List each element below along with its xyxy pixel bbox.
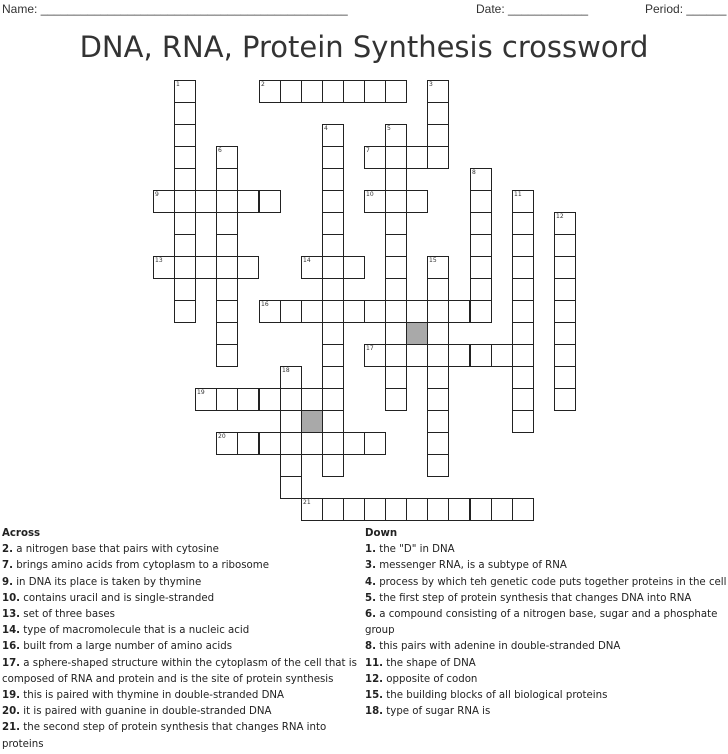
crossword-cell[interactable] <box>470 344 492 367</box>
crossword-cell[interactable] <box>491 498 513 521</box>
crossword-cell[interactable] <box>322 498 344 521</box>
crossword-cell[interactable] <box>448 344 470 367</box>
crossword-cell[interactable] <box>427 366 449 389</box>
crossword-cell[interactable] <box>195 190 217 213</box>
crossword-cell[interactable] <box>301 300 323 323</box>
crossword-cell[interactable] <box>427 146 449 169</box>
crossword-cell[interactable] <box>322 410 344 433</box>
clue-number: 1. <box>365 544 376 556</box>
crossword-cell[interactable] <box>259 190 281 213</box>
crossword-cell[interactable] <box>364 344 386 367</box>
crossword-cell[interactable] <box>427 322 449 345</box>
cell-number: 19 <box>197 389 205 396</box>
clue-text: opposite of codon <box>383 673 478 685</box>
crossword-cell[interactable] <box>554 234 576 257</box>
crossword-cell[interactable] <box>406 498 428 521</box>
crossword-cell[interactable] <box>216 190 238 213</box>
crossword-cell[interactable] <box>237 432 259 455</box>
down-clue-list <box>365 542 728 720</box>
crossword-cell[interactable] <box>301 388 323 411</box>
crossword-cell[interactable] <box>280 432 302 455</box>
clue-number: 19. <box>2 690 21 702</box>
clue-text: a nitrogen base that pairs with cytosine <box>12 544 219 556</box>
crossword-cell[interactable] <box>322 146 344 169</box>
clue-text: type of macromolecule that is a nucleic acid <box>20 625 250 637</box>
clue-text: contains uracil and is single-stranded <box>20 592 215 604</box>
crossword-cell[interactable] <box>364 300 386 323</box>
crossword-cell[interactable] <box>364 80 386 103</box>
crossword-cell[interactable] <box>385 366 407 389</box>
crossword-cell[interactable] <box>216 388 238 411</box>
shaded-cell <box>301 410 323 433</box>
crossword-cell[interactable] <box>301 432 323 455</box>
crossword-cell[interactable] <box>427 278 449 301</box>
crossword-cell[interactable] <box>216 234 238 257</box>
period-blank[interactable]: ______ <box>686 2 727 16</box>
crossword-cell[interactable] <box>427 80 449 103</box>
crossword-cell[interactable] <box>385 256 407 279</box>
crossword-cell[interactable] <box>174 124 196 147</box>
clue-number: 20. <box>2 706 21 718</box>
clue-number: 15. <box>365 690 384 702</box>
crossword-cell[interactable] <box>385 322 407 345</box>
crossword-cell[interactable] <box>385 300 407 323</box>
crossword-cell[interactable] <box>470 168 492 191</box>
crossword-cell[interactable] <box>322 212 344 235</box>
crossword-cell[interactable] <box>343 300 365 323</box>
clue-item <box>365 591 728 607</box>
down-heading: Down <box>365 528 398 539</box>
clue-text: it is paired with guanine in double-stranded DNA <box>20 706 272 718</box>
clue-item <box>365 688 728 704</box>
period-label: Period: <box>645 2 687 16</box>
date-blank[interactable]: ____________ <box>508 2 589 16</box>
clue-text: built from a large number of amino acids <box>20 641 233 653</box>
crossword-cell[interactable] <box>470 212 492 235</box>
clue-number: 4. <box>365 576 376 588</box>
crossword-cell[interactable] <box>427 102 449 125</box>
name-label: Name: <box>2 2 41 16</box>
crossword-cell[interactable] <box>280 410 302 433</box>
crossword-cell[interactable] <box>174 300 196 323</box>
clue-number: 3. <box>365 560 376 572</box>
cell-number: 6 <box>218 147 222 154</box>
crossword-cell[interactable] <box>216 432 238 455</box>
clue-item <box>2 639 364 655</box>
clue-item <box>2 704 364 720</box>
cell-number: 1 <box>176 81 180 88</box>
crossword-cell[interactable] <box>512 322 534 345</box>
crossword-cell[interactable] <box>470 234 492 257</box>
crossword-cell[interactable] <box>174 278 196 301</box>
crossword-cell[interactable] <box>448 300 470 323</box>
shaded-cell <box>406 322 428 345</box>
crossword-cell[interactable] <box>280 454 302 477</box>
clue-text: this pairs with adenine in double-stranded DNA <box>375 641 621 653</box>
crossword-cell[interactable] <box>322 432 344 455</box>
across-clue-list <box>2 542 364 753</box>
crossword-cell[interactable] <box>195 388 217 411</box>
crossword-cell[interactable] <box>322 366 344 389</box>
crossword-cell[interactable] <box>427 124 449 147</box>
clue-number: 13. <box>2 609 21 621</box>
crossword-cell[interactable] <box>470 190 492 213</box>
cell-number: 7 <box>366 147 370 154</box>
crossword-cell[interactable] <box>427 410 449 433</box>
crossword-cell[interactable] <box>427 300 449 323</box>
crossword-cell[interactable] <box>512 366 534 389</box>
crossword-cell[interactable] <box>343 432 365 455</box>
crossword-cell[interactable] <box>512 212 534 235</box>
crossword-cell[interactable] <box>216 322 238 345</box>
name-blank[interactable]: ______________________________________________ <box>40 2 348 16</box>
crossword-cell[interactable] <box>216 300 238 323</box>
crossword-cell[interactable] <box>301 256 323 279</box>
cell-number: 20 <box>218 433 226 440</box>
clue-text: the first step of protein synthesis that changes DNA into RNA <box>375 592 692 604</box>
crossword-cell[interactable] <box>554 278 576 301</box>
clue-item <box>2 656 364 688</box>
crossword-cell[interactable] <box>237 190 259 213</box>
crossword-cell[interactable] <box>385 190 407 213</box>
crossword-cell[interactable] <box>216 278 238 301</box>
crossword-cell[interactable] <box>385 80 407 103</box>
crossword-cell[interactable] <box>322 124 344 147</box>
crossword-cell[interactable] <box>322 322 344 345</box>
cell-number: 2 <box>261 81 265 88</box>
crossword-cell[interactable] <box>512 256 534 279</box>
crossword-cell[interactable] <box>427 388 449 411</box>
clue-number: 6. <box>365 609 376 621</box>
crossword-cell[interactable] <box>322 168 344 191</box>
crossword-cell[interactable] <box>554 388 576 411</box>
crossword-cell[interactable] <box>427 432 449 455</box>
crossword-cell[interactable] <box>406 344 428 367</box>
clue-item <box>365 639 728 655</box>
clue-number: 7. <box>2 560 13 572</box>
clue-number: 21. <box>2 722 21 734</box>
crossword-cell[interactable] <box>364 432 386 455</box>
clue-text: a compound consisting of a nitrogen base, sugar and a phosphate group <box>365 609 718 637</box>
crossword-cell[interactable] <box>385 168 407 191</box>
clue-number: 18. <box>365 706 384 718</box>
crossword-cell[interactable] <box>385 344 407 367</box>
crossword-cell[interactable] <box>216 344 238 367</box>
crossword-cell[interactable] <box>259 432 281 455</box>
clue-item <box>365 542 728 558</box>
clue-item <box>2 542 364 558</box>
crossword-cell[interactable] <box>322 454 344 477</box>
cell-number: 10 <box>366 191 374 198</box>
clue-text: brings amino acids from cytoplasm to a ribosome <box>12 560 269 572</box>
crossword-cell[interactable] <box>322 234 344 257</box>
clue-number: 10. <box>2 592 21 604</box>
crossword-cell[interactable] <box>512 190 534 213</box>
clue-item <box>2 623 364 639</box>
crossword-cell[interactable] <box>554 322 576 345</box>
crossword-cell[interactable] <box>364 190 386 213</box>
clue-item <box>2 688 364 704</box>
crossword-cell[interactable] <box>174 102 196 125</box>
crossword-cell[interactable] <box>153 256 175 279</box>
clue-number: 8. <box>365 641 376 653</box>
across-clues <box>2 526 364 753</box>
cell-number: 17 <box>366 345 374 352</box>
crossword-cell[interactable] <box>385 212 407 235</box>
crossword-cell[interactable] <box>343 498 365 521</box>
crossword-cell[interactable] <box>174 190 196 213</box>
clue-item <box>365 575 728 591</box>
crossword-cell[interactable] <box>237 256 259 279</box>
crossword-cell[interactable] <box>174 256 196 279</box>
crossword-cell[interactable] <box>280 388 302 411</box>
crossword-cell[interactable] <box>385 124 407 147</box>
clue-number: 11. <box>365 657 384 669</box>
crossword-cell[interactable] <box>174 212 196 235</box>
crossword-cell[interactable] <box>322 278 344 301</box>
clue-number: 14. <box>2 625 21 637</box>
crossword-cell[interactable] <box>364 146 386 169</box>
clue-text: the shape of DNA <box>383 657 476 669</box>
crossword-cell[interactable] <box>195 256 217 279</box>
crossword-cell[interactable] <box>512 410 534 433</box>
crossword-cell[interactable] <box>385 498 407 521</box>
crossword-cell[interactable] <box>554 212 576 235</box>
clue-text: in DNA its place is taken by thymine <box>12 576 202 588</box>
crossword-cell[interactable] <box>322 388 344 411</box>
crossword-cell[interactable] <box>512 388 534 411</box>
crossword-cell[interactable] <box>216 168 238 191</box>
cell-number: 16 <box>261 301 269 308</box>
clue-text: the "D" in DNA <box>375 544 455 556</box>
crossword-cell[interactable] <box>554 366 576 389</box>
crossword-cell[interactable] <box>301 498 323 521</box>
clue-text: a sphere-shaped structure within the cytoplasm of the cell that is composed of RNA and protein and is the site of protein synthesis <box>2 657 357 685</box>
page-title: DNA, RNA, Protein Synthesis crossword <box>79 30 649 64</box>
down-clues <box>365 526 728 720</box>
crossword-cell[interactable] <box>406 146 428 169</box>
crossword-cell[interactable] <box>385 146 407 169</box>
crossword-cell[interactable] <box>554 256 576 279</box>
crossword-cell[interactable] <box>153 190 175 213</box>
clue-item <box>2 591 364 607</box>
clue-item <box>2 575 364 591</box>
clue-text: this is paired with thymine in double-stranded DNA <box>20 690 285 702</box>
crossword-cell[interactable] <box>343 80 365 103</box>
crossword-cell[interactable] <box>174 80 196 103</box>
cell-number: 12 <box>556 213 564 220</box>
cell-number: 18 <box>282 367 290 374</box>
crossword-cell[interactable] <box>322 300 344 323</box>
cell-number: 15 <box>429 257 437 264</box>
crossword-cell[interactable] <box>427 498 449 521</box>
crossword-cell[interactable] <box>216 212 238 235</box>
crossword-cell[interactable] <box>322 256 344 279</box>
clue-number: 17. <box>2 657 21 669</box>
crossword-cell[interactable] <box>322 80 344 103</box>
clue-number: 16. <box>2 641 21 653</box>
crossword-cell[interactable] <box>364 498 386 521</box>
clue-item <box>365 656 728 672</box>
clue-number: 9. <box>2 576 13 588</box>
date-label: Date: <box>476 2 509 16</box>
crossword-cell[interactable] <box>470 300 492 323</box>
crossword-cell[interactable] <box>322 344 344 367</box>
crossword-cell[interactable] <box>280 366 302 389</box>
crossword-cell[interactable] <box>280 476 302 499</box>
clue-item <box>365 704 728 720</box>
crossword-cell[interactable] <box>448 498 470 521</box>
crossword-cell[interactable] <box>512 498 534 521</box>
clue-text: the building blocks of all biological proteins <box>383 690 608 702</box>
clue-item <box>2 720 364 752</box>
clue-text: set of three bases <box>20 609 115 621</box>
crossword-cell[interactable] <box>216 146 238 169</box>
clue-text: process by which teh genetic code puts together proteins in the cell <box>375 576 727 588</box>
cell-number: 8 <box>472 169 476 176</box>
cell-number: 14 <box>303 257 311 264</box>
crossword-cell[interactable] <box>427 344 449 367</box>
clue-item <box>2 558 364 574</box>
clue-text: the second step of protein synthesis that changes RNA into proteins <box>2 722 327 750</box>
clue-number: 12. <box>365 673 384 685</box>
cell-number: 13 <box>155 257 163 264</box>
crossword-cell[interactable] <box>512 300 534 323</box>
crossword-cell[interactable] <box>512 234 534 257</box>
crossword-cell[interactable] <box>554 300 576 323</box>
clue-number: 2. <box>2 544 13 556</box>
crossword-cell[interactable] <box>427 454 449 477</box>
crossword-cell[interactable] <box>237 388 259 411</box>
crossword-cell[interactable] <box>385 234 407 257</box>
crossword-cell[interactable] <box>385 278 407 301</box>
crossword-cell[interactable] <box>427 256 449 279</box>
crossword-cell[interactable] <box>470 498 492 521</box>
crossword-cell[interactable] <box>280 80 302 103</box>
crossword-cell[interactable] <box>259 80 281 103</box>
crossword-cell[interactable] <box>301 80 323 103</box>
cell-number: 9 <box>155 191 159 198</box>
crossword-cell[interactable] <box>216 256 238 279</box>
cell-number: 3 <box>429 81 433 88</box>
crossword-cell[interactable] <box>470 278 492 301</box>
crossword-cell[interactable] <box>470 256 492 279</box>
clue-item <box>2 607 364 623</box>
cell-number: 21 <box>303 499 311 506</box>
crossword-cell[interactable] <box>259 388 281 411</box>
crossword-cell[interactable] <box>174 168 196 191</box>
crossword-cell[interactable] <box>259 300 281 323</box>
clue-text: type of sugar RNA is <box>383 706 491 718</box>
cell-number: 4 <box>324 125 328 132</box>
crossword-cell[interactable] <box>322 190 344 213</box>
cell-number: 5 <box>387 125 391 132</box>
crossword-cell[interactable] <box>491 344 513 367</box>
clue-item <box>365 672 728 688</box>
clue-item <box>365 607 728 639</box>
clue-item <box>365 558 728 574</box>
crossword-cell[interactable] <box>406 300 428 323</box>
crossword-cell[interactable] <box>280 300 302 323</box>
crossword-cell[interactable] <box>512 344 534 367</box>
crossword-cell[interactable] <box>406 190 428 213</box>
crossword-cell[interactable] <box>343 256 365 279</box>
crossword-cell[interactable] <box>385 388 407 411</box>
crossword-cell[interactable] <box>512 278 534 301</box>
crossword-cell[interactable] <box>174 146 196 169</box>
clue-text: messenger RNA, is a subtype of RNA <box>375 560 567 572</box>
clue-number: 5. <box>365 592 376 604</box>
crossword-cell[interactable] <box>174 234 196 257</box>
across-heading: Across <box>2 528 41 539</box>
cell-number: 11 <box>514 191 522 198</box>
crossword-cell[interactable] <box>554 344 576 367</box>
